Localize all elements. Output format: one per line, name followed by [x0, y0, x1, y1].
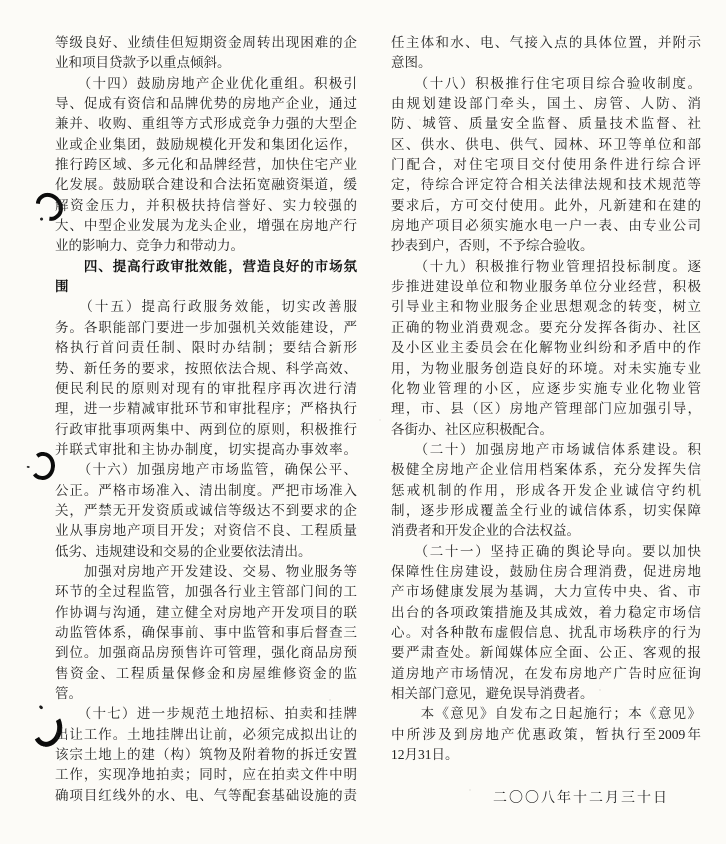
text-line: 房地产项目必须实施水电一户一表、由专业公司 — [391, 218, 701, 234]
text-line: 四、提高行政审批效能，营造良好的市场氛 — [55, 258, 357, 274]
text-line: （二十）加强房地产市场诚信体系建设。积 — [391, 441, 701, 457]
text-line: （十六）加强房地产市场监管，确保公平、 — [55, 462, 357, 478]
text-line: 步推进建设单位和物业服务单位分业经营，积极 — [391, 279, 701, 295]
text-line: （十五）提高行政服务效能，切实改善服 — [55, 299, 357, 315]
text-line: 加强对房地产开发建设、交易、物业服务等 — [55, 563, 357, 579]
text-line: 围 — [55, 279, 69, 295]
text-line: 解资金压力，并积极扶持信誉好、实力较强的 — [55, 197, 357, 213]
text-line: 管。 — [55, 686, 82, 701]
text-line: 业或企业集团，鼓励规模化开发和集团化运作， — [55, 136, 357, 152]
text-line: 并联式审批和主协办制度，切实提高办事效率。 — [55, 441, 357, 457]
text-line: 理，市、县（区）房地产管理部门应加强引导， — [391, 401, 701, 417]
text-line: 制，逐步形成覆盖全行业的诚信体系，切实保障 — [391, 502, 701, 518]
text-line: 要严肃查处。新闻媒体应全面、公正、客观的报 — [391, 645, 701, 661]
text-line: 定，待综合评定符合相关法律法规和技术规范等 — [391, 177, 701, 193]
text-line: 低劣、违规建设和交易的企业要依法清出。 — [55, 543, 312, 559]
text-line: 抄表到户，否则，不予综合验收。 — [391, 238, 594, 254]
text-line: 确项目红线外的水、电、气等配套基础设施的责 — [55, 787, 357, 803]
left-text-column — [55, 33, 357, 806]
text-line: 理，进一步精减审批环节和审批程序；严格执行 — [55, 401, 357, 417]
text-line: 势、新任务的要求，按照依法合规、科学高效、 — [55, 360, 357, 376]
text-line: 引导业主和物业服务企业思想观念的转变，树立 — [391, 299, 701, 315]
text-line: 意图。 — [391, 55, 432, 71]
text-line: 极健全房地产企业信用档案体系，充分发挥失信 — [391, 462, 701, 478]
right-text-column — [391, 33, 701, 810]
text-line: 等级良好、业绩佳但短期资金周转出现困难的企 — [55, 35, 357, 50]
text-line: 任主体和水、电、气接入点的具体位置，并附示 — [391, 35, 701, 50]
text-line: 出台的各项政策措施及其成效，着力稳定市场信 — [391, 604, 701, 620]
text-line: 售资金、工程质量保修金和房屋维修资金的监 — [55, 665, 357, 681]
text-line: 区、供水、供电、供气、园林、环卫等单位和部 — [391, 136, 701, 152]
text-line: 化发展。鼓励联合建设和合法拓宽融资渠道，缓 — [55, 177, 357, 193]
text-line: （十八）积极推行住宅项目综合验收制度。 — [391, 75, 701, 91]
text-line: 心。对各种散布虚假信息、扰乱市场秩序的行为 — [391, 624, 701, 640]
text-line: 格执行首问责任制、限时办结制；要结合新形 — [55, 340, 357, 356]
document-date: 二〇〇八年十二月三十日 — [493, 791, 669, 807]
text-line: 门配合，对住宅项目交付使用条件进行综合评 — [391, 157, 701, 173]
text-line: 动监管体系，确保事前、事中监管和事后督查三 — [55, 624, 357, 640]
text-line: 业和项目贷款予以重点倾斜。 — [55, 55, 231, 71]
text-line: 推行跨区域、多元化和品牌经营，加快住宅产业 — [55, 157, 357, 173]
text-line: 消费者和开发企业的合法权益。 — [391, 523, 580, 539]
text-line: 务。各职能部门要进一步加强机关效能建设，严 — [55, 319, 357, 335]
text-line: 业从事房地产项目开发；对资信不良、工程质量 — [55, 523, 357, 539]
text-line: 中所涉及到房地产优惠政策，暂执行至2009年 — [391, 726, 701, 742]
text-line: 12月31日。 — [391, 747, 459, 763]
text-line: 及小区业主委员会在化解物业纠纷和矛盾中的作 — [391, 340, 701, 356]
text-line: 惩戒机制的作用，形成各开发企业诚信守约机 — [391, 482, 701, 498]
text-line: 工作，实现净地拍卖；同时，应在拍卖文件中明 — [55, 767, 357, 783]
text-line: 防、城管、质量安全监督、质量技术监督、社 — [391, 116, 701, 132]
text-line: 环节的全过程监管，加强各行业主管部门间的工 — [55, 584, 357, 600]
text-line: 业的影响力、竞争力和带动力。 — [55, 238, 244, 254]
text-line: 相关部门意见，避免误导消费者。 — [391, 686, 594, 701]
text-line: 便民利民的原则对现有的审批程序再次进行清 — [55, 380, 357, 396]
text-line: 用，为物业服务创造良好的环境。对未实施专业 — [391, 360, 701, 376]
text-line: 兼并、收购、重组等方式形成竞争力强的大型企 — [55, 116, 357, 132]
text-line: 关，严禁无开发资质或诚信等级达不到要求的企 — [55, 502, 357, 518]
text-line: （十四）鼓励房地产企业优化重组。积极引 — [55, 75, 357, 91]
text-line: 正确的物业消费观念。要充分发挥各街办、社区 — [391, 319, 701, 335]
text-line: 大、中型企业发展为龙头企业，增强在房地产行 — [55, 218, 357, 234]
text-line: （二十一）坚持正确的舆论导向。要以加快 — [391, 543, 701, 559]
text-line: 出让工作。土地挂牌出让前，必须完成拟出让的 — [55, 726, 357, 742]
text-line: （十七）进一步规范土地招标、拍卖和挂牌 — [55, 706, 357, 722]
text-line: 保障性住房建设，鼓励住房合理消费，促进房地 — [391, 563, 701, 579]
text-line: 该宗土地上的建（构）筑物及附着物的拆迁安置 — [55, 747, 357, 763]
text-line: 到位。加强商品房预售许可管理，强化商品房预 — [55, 645, 357, 661]
ink-blot-icon — [29, 450, 57, 481]
text-line: 公正。严格市场准入、清出制度。严把市场准入 — [55, 482, 357, 498]
text-line: 作协调与沟通，建立健全对房地产开发项目的联 — [55, 604, 357, 620]
text-line: 各街办、社区应积极配合。 — [391, 421, 553, 437]
text-line: （十九）积极推行物业管理招投标制度。逐 — [391, 258, 701, 274]
text-line: 道房地产市场情况，在发布房地产广告时应征询 — [391, 665, 701, 681]
text-line: 行政审批事项两集中、两到位的原则，积极推行 — [55, 421, 357, 437]
right-column-lines — [391, 33, 701, 765]
text-line: 要求后，方可交付使用。此外，凡新建和在建的 — [391, 197, 701, 213]
text-line: 产市场健康发展为基调，大力宣传中央、省、市 — [391, 584, 701, 600]
text-line: 化物业管理的小区，应逐步实施专业化物业管 — [391, 380, 701, 396]
text-line: 由规划建设部门牵头，国土、房管、人防、消 — [391, 96, 701, 112]
text-line: 本《意见》自发布之日起施行；本《意见》 — [391, 706, 701, 722]
text-line: 导、促成有资信和品牌优势的房地产企业，通过 — [55, 96, 357, 112]
